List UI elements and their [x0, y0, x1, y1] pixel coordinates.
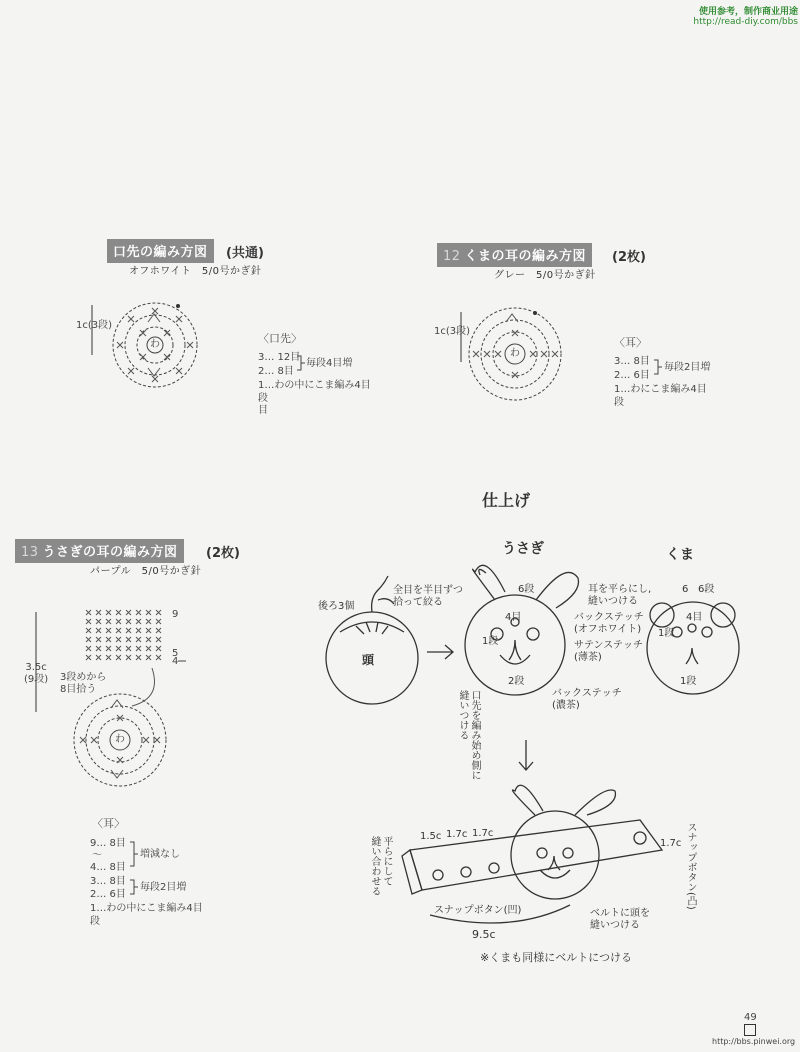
- finishing-satin: サテンステッチ (薄茶): [574, 640, 643, 663]
- rabbit-pickup: 3段めから 8目拾う: [60, 672, 107, 695]
- page-number: 49: [744, 1012, 757, 1023]
- rabbit-row4-label: 4: [172, 656, 179, 667]
- finishing-usagi: うさぎ: [502, 541, 544, 557]
- watermark-line1: 使用参考，制作商业用途: [698, 7, 798, 17]
- finishing-length: 9.5c: [472, 928, 496, 941]
- bear-ear-yarn: グレー 5/0号かぎ針: [494, 270, 596, 281]
- mouth-legend-title: 〈口先〉: [258, 332, 302, 345]
- rabbit-ear-row-1: 1…わの中にこま編み4目: [90, 903, 203, 914]
- bear-ear-center: わ: [510, 348, 520, 359]
- rabbit-row5-label: 5: [172, 648, 179, 659]
- finishing-back-brown: バックステッチ (濃茶): [552, 688, 622, 711]
- rabbit-ear-row-3: 3… 8目: [90, 876, 126, 887]
- rabbit-ear-row-9: 9… 8目: [90, 838, 126, 849]
- finishing-flat-sew: 平らにして 縫い合わせる: [369, 836, 392, 896]
- bear-ear-height: 1c(3段): [434, 326, 471, 337]
- finishing-me4: 4目: [505, 612, 522, 623]
- finishing-back3: 後ろ3個: [318, 601, 355, 612]
- mouth-center: わ: [150, 339, 160, 350]
- logo-icon: [744, 1024, 756, 1036]
- rabbit-ear-row-4: 4… 8目: [90, 862, 126, 873]
- finishing-back-white: バックステッチ (オフホワイト): [574, 612, 644, 635]
- rabbit-ear-row-2: 2… 6目: [90, 889, 126, 900]
- rabbit-ear-row-tilde: 〜: [92, 850, 102, 861]
- finishing-dan6a: 6段: [518, 584, 535, 595]
- mouth-title: 口先の編み方図: [107, 239, 214, 263]
- mouth-height: 1c(3段): [76, 320, 113, 331]
- rabbit-ear-yarn: パープル 5/0号かぎ針: [90, 566, 202, 577]
- footer-site: http://bbs.pinwei.org: [712, 1037, 796, 1046]
- rabbit-ear-dan: 段: [90, 916, 100, 927]
- rabbit-row9-label: 9: [172, 609, 179, 620]
- mouth-row-2: 2… 8目: [258, 366, 294, 377]
- finishing-c15: 1.5c: [420, 831, 442, 842]
- bear-ear-title: 12 くまの耳の編み方図: [437, 243, 592, 267]
- rabbit-ear-title: 13 うさぎの耳の編み方図: [15, 539, 184, 563]
- finishing-snap-in: スナップボタン(凹): [434, 905, 522, 916]
- mouth-dan: 段: [258, 393, 268, 404]
- rabbit-ear-height: 3.5c (9段): [24, 662, 49, 685]
- mouth-bracket-label: 毎段4目増: [306, 358, 353, 369]
- finishing-c17b: 1.7c: [472, 828, 494, 839]
- bear-ear-legend-title: 〈耳〉: [614, 336, 647, 349]
- finishing-c17a: 1.7c: [446, 829, 468, 840]
- finishing-dan2: 2段: [508, 676, 525, 687]
- finishing-ear-note: 耳を平らにし, 縫いつける: [588, 584, 652, 607]
- finishing-title: 仕上げ: [482, 491, 531, 510]
- finishing-sew-mouth: 口先を編み始め側に 縫いつける: [457, 690, 480, 780]
- finishing-dan6b: 6段: [698, 584, 715, 595]
- mouth-yarn: オフホワイト 5/0号かぎ針: [129, 266, 262, 277]
- mouth-me: 目: [258, 405, 268, 416]
- finishing-dan1c: 1段: [680, 676, 697, 687]
- finishing-dan6c: 6: [682, 584, 689, 595]
- finishing-bear-same: ※くまも同様にベルトにつける: [480, 951, 632, 964]
- mouth-qty: (共通): [226, 246, 264, 261]
- bear-ear-dan: 段: [614, 397, 624, 408]
- finishing-head: 頭: [362, 653, 375, 667]
- rabbit-ear-qty: (2枚): [206, 546, 240, 561]
- bear-ear-row-1: 1…わにこま編み4目: [614, 384, 707, 395]
- rabbit-ear-bracket1: 増減なし: [140, 849, 180, 860]
- rabbit-ear-center: わ: [115, 734, 125, 745]
- finishing-kuma: くま: [666, 547, 694, 563]
- mouth-row-3: 3… 12目: [258, 352, 301, 363]
- bear-ear-row-3: 3… 8目: [614, 356, 650, 367]
- bear-ear-qty: (2枚): [612, 250, 646, 265]
- finishing-dan1b: 1段: [658, 628, 675, 639]
- finishing-c17c: 1.7c: [660, 838, 682, 849]
- finishing-half-gather: 全目を半目ずつ 拾って絞る: [393, 585, 463, 608]
- bear-ear-bracket-label: 毎段2目増: [664, 362, 711, 373]
- finishing-me4b: 4目: [686, 612, 703, 623]
- bear-ear-row-2: 2… 6目: [614, 370, 650, 381]
- watermark-line2: http://read-diy.com/bbs: [693, 17, 798, 27]
- finishing-belt-note: ベルトに頭を 縫いつける: [590, 908, 650, 931]
- finishing-snap-out: スナップボタン(凸): [685, 822, 696, 910]
- finishing-dan1: 1段: [482, 636, 499, 647]
- rabbit-ear-legend-title: 〈耳〉: [92, 817, 125, 830]
- mouth-row-1: 1…わの中にこま編み4目: [258, 380, 371, 391]
- rabbit-ear-bracket2: 毎段2目増: [140, 882, 187, 893]
